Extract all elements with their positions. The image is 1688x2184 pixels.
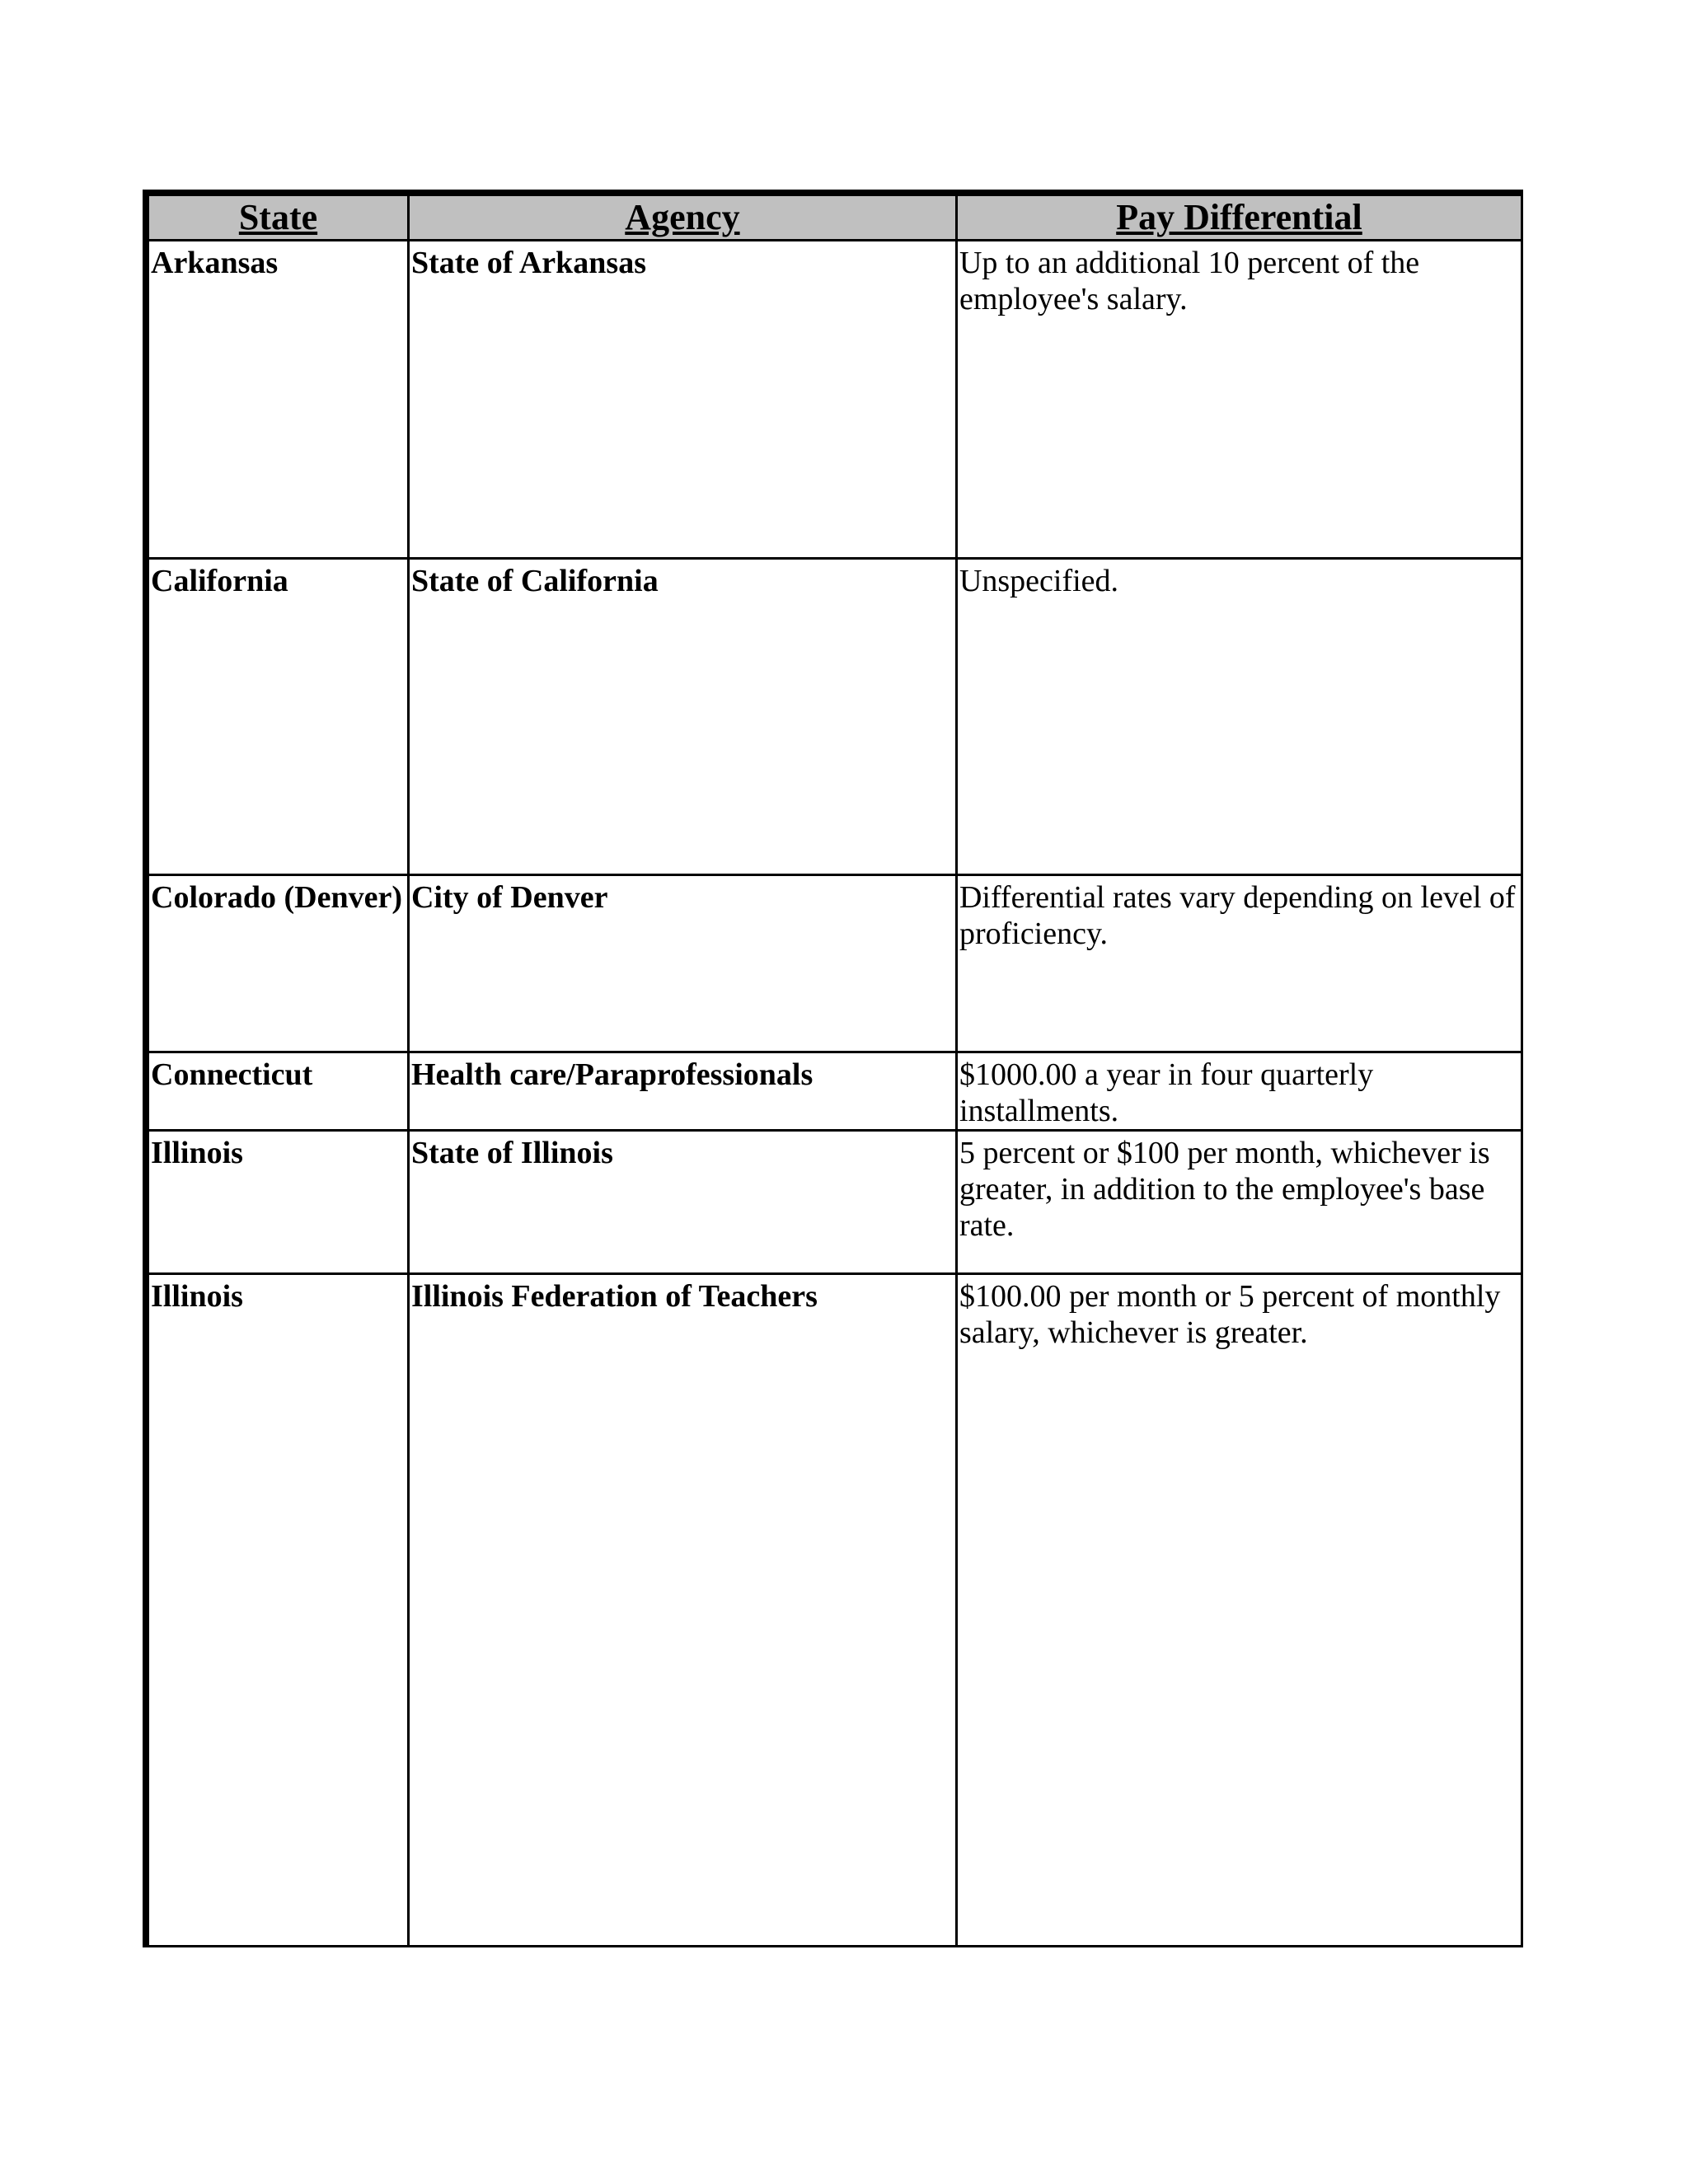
table-row bbox=[146, 1131, 1522, 1274]
pay-differential-cell: Unspecified. bbox=[956, 559, 1522, 875]
pay-differential-cell: 5 percent or $100 per month, whichever is greater, in addition to the employee's base rate. bbox=[956, 1131, 1522, 1274]
agency-cell: State of California bbox=[408, 559, 956, 875]
pay-differential-cell: $100.00 per month or 5 percent of monthly salary, whichever is greater. bbox=[956, 1274, 1522, 1947]
state-cell: California bbox=[146, 559, 408, 875]
state-cell: Arkansas bbox=[146, 241, 408, 559]
table-row bbox=[146, 241, 1522, 559]
header-pay-differential: Pay Differential bbox=[956, 193, 1522, 241]
agency-cell: Illinois Federation of Teachers bbox=[408, 1274, 956, 1947]
header-state: State bbox=[146, 193, 408, 241]
state-cell: Connecticut bbox=[146, 1052, 408, 1131]
state-cell: Colorado (Denver) bbox=[146, 875, 408, 1052]
pay-differential-cell: Differential rates vary depending on level of proficiency. bbox=[956, 875, 1522, 1052]
table-header bbox=[146, 193, 1522, 241]
pay-differential-cell: Up to an additional 10 percent of the employee's salary. bbox=[956, 241, 1522, 559]
state-cell: Illinois bbox=[146, 1131, 408, 1274]
pay-differential-table bbox=[143, 190, 1523, 1947]
header-agency: Agency bbox=[408, 193, 956, 241]
state-cell: Illinois bbox=[146, 1274, 408, 1947]
table-row bbox=[146, 1052, 1522, 1131]
agency-cell: State of Illinois bbox=[408, 1131, 956, 1274]
agency-cell: State of Arkansas bbox=[408, 241, 956, 559]
table-body bbox=[146, 241, 1522, 1947]
table-row bbox=[146, 875, 1522, 1052]
pay-differential-cell: $1000.00 a year in four quarterly installments. bbox=[956, 1052, 1522, 1131]
agency-cell: City of Denver bbox=[408, 875, 956, 1052]
header-row bbox=[146, 193, 1522, 241]
agency-cell: Health care/Paraprofessionals bbox=[408, 1052, 956, 1131]
table-row bbox=[146, 1274, 1522, 1947]
table-row bbox=[146, 559, 1522, 875]
